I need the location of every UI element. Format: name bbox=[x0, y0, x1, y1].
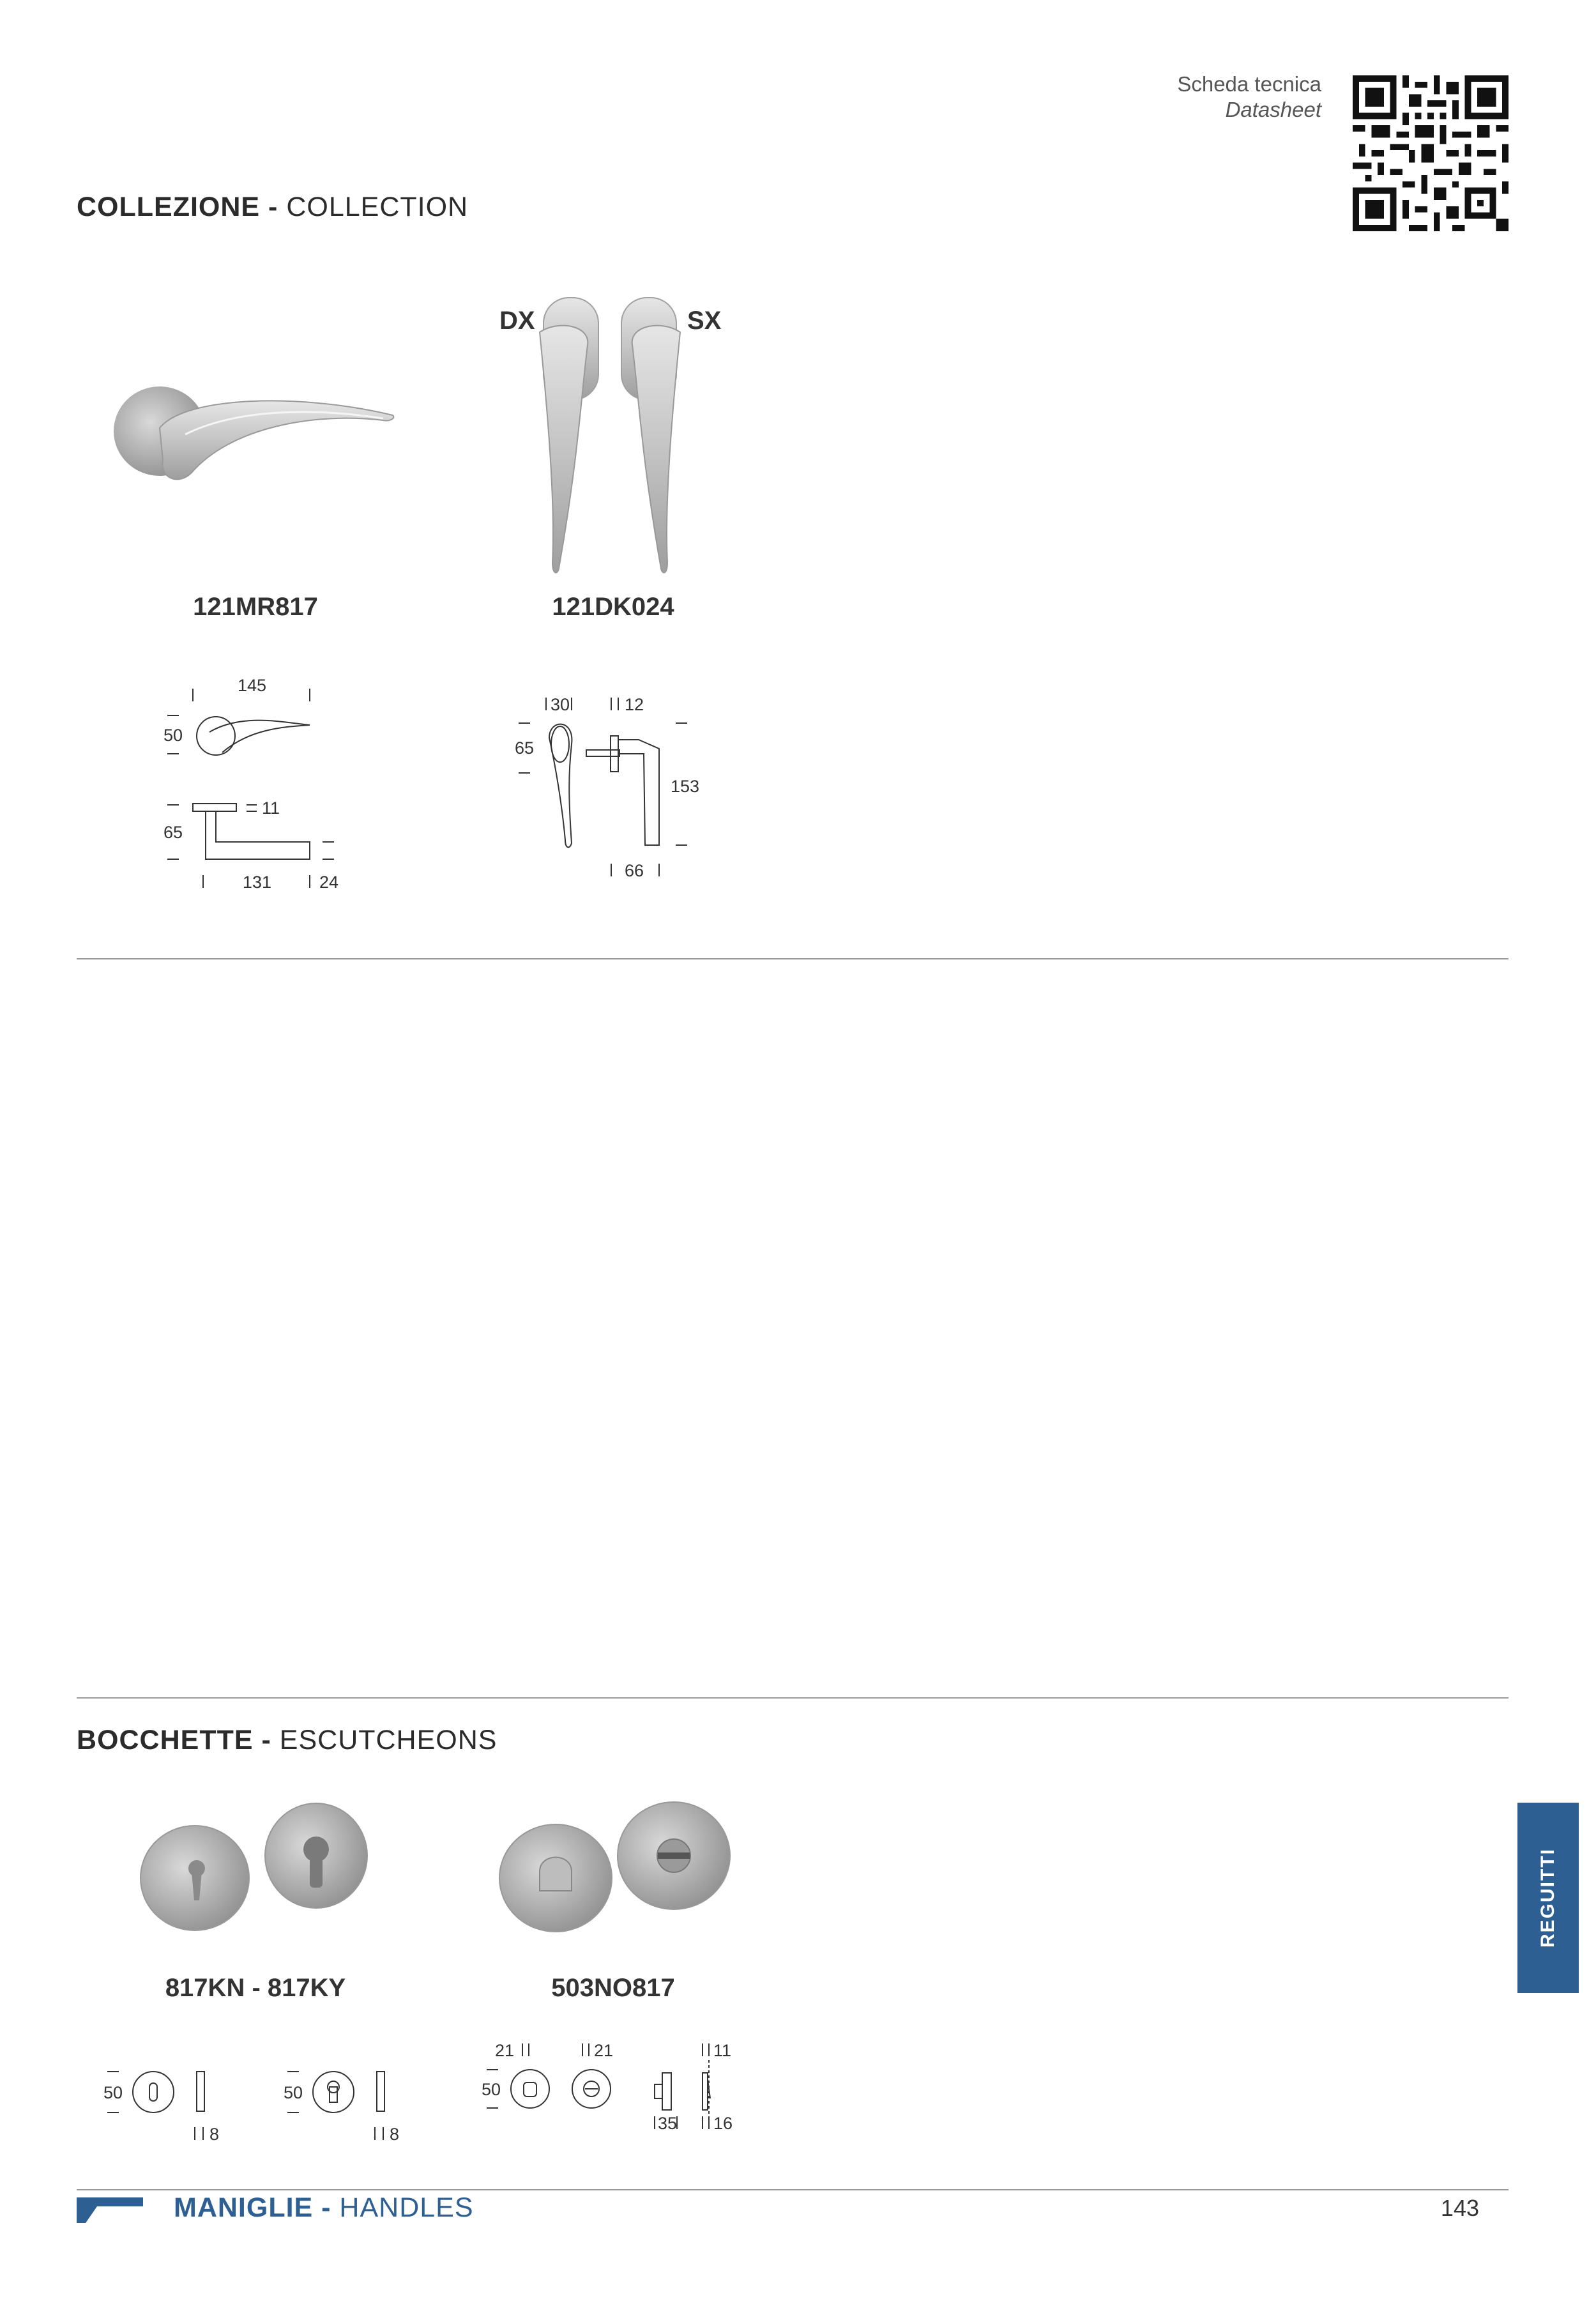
escutcheon-503NO817-photo bbox=[485, 1789, 741, 1942]
escutcheons-title-bold: BOCCHETTE - bbox=[77, 1725, 271, 1755]
dim-65: 65 bbox=[515, 738, 535, 758]
dim-11: 11 bbox=[262, 798, 280, 818]
collection-title-light: COLLECTION bbox=[278, 192, 469, 222]
collection-title-bold: COLLEZIONE - bbox=[77, 192, 278, 222]
dim-12: 12 bbox=[625, 695, 644, 714]
product-code-121MR817[interactable]: 121MR817 bbox=[193, 593, 318, 621]
escutcheon-817KN-817KY-photo bbox=[128, 1789, 383, 1942]
dim-8: 8 bbox=[390, 2125, 400, 2144]
dim-24: 24 bbox=[319, 873, 339, 892]
dim-21: 21 bbox=[495, 2041, 515, 2060]
collection-title bbox=[77, 192, 468, 223]
footer-divider bbox=[77, 2189, 1509, 2190]
dim-21: 21 bbox=[594, 2041, 614, 2060]
dim-153: 153 bbox=[671, 777, 700, 796]
datasheet-label-it: Scheda tecnica bbox=[1177, 72, 1321, 96]
qr-code[interactable] bbox=[1353, 75, 1509, 231]
dim-11: 11 bbox=[713, 2041, 732, 2060]
handle-121DK024-photo bbox=[521, 294, 738, 575]
escutcheons-title bbox=[77, 1725, 497, 1756]
product-code-817KN-817KY[interactable]: 817KN - 817KY bbox=[165, 1974, 346, 2002]
dim-131: 131 bbox=[243, 873, 272, 892]
section-divider bbox=[77, 958, 1509, 959]
dim-50: 50 bbox=[482, 2080, 501, 2099]
footer-title-light: HANDLES bbox=[331, 2192, 474, 2223]
dim-50: 50 bbox=[163, 726, 183, 745]
dim-145: 145 bbox=[238, 677, 267, 695]
dim-16: 16 bbox=[713, 2114, 733, 2133]
label-dx: DX bbox=[499, 307, 535, 335]
drawing-121MR817 bbox=[153, 677, 358, 907]
drawing-121DK024 bbox=[511, 690, 715, 894]
brand-side-tab-label: REGUITTI bbox=[1537, 1848, 1558, 1948]
dim-30: 30 bbox=[551, 695, 570, 714]
datasheet-label bbox=[1177, 72, 1321, 123]
datasheet-label-en: Datasheet bbox=[1225, 98, 1321, 121]
dim-8: 8 bbox=[209, 2125, 220, 2144]
brand-logo-icon bbox=[77, 2197, 143, 2223]
footer-title-bold: MANIGLIE - bbox=[174, 2192, 331, 2223]
product-code-503NO817[interactable]: 503NO817 bbox=[551, 1974, 675, 2002]
dim-65: 65 bbox=[163, 823, 183, 842]
escutcheons-title-light: ESCUTCHEONS bbox=[271, 1725, 498, 1755]
dim-50: 50 bbox=[284, 2083, 303, 2102]
dim-35: 35 bbox=[658, 2114, 678, 2133]
brand-side-tab[interactable] bbox=[1517, 1803, 1579, 1993]
section-divider bbox=[77, 1697, 1509, 1699]
dim-50: 50 bbox=[103, 2083, 123, 2102]
footer-title bbox=[174, 2192, 474, 2224]
label-sx: SX bbox=[687, 307, 722, 335]
dim-66: 66 bbox=[625, 861, 644, 880]
drawing-503NO817 bbox=[479, 2035, 760, 2156]
drawing-817KN-817KY bbox=[96, 2054, 428, 2156]
handle-121MR817-photo bbox=[109, 358, 409, 498]
page-number: 143 bbox=[1440, 2195, 1479, 2221]
product-code-121DK024[interactable]: 121DK024 bbox=[552, 593, 674, 621]
